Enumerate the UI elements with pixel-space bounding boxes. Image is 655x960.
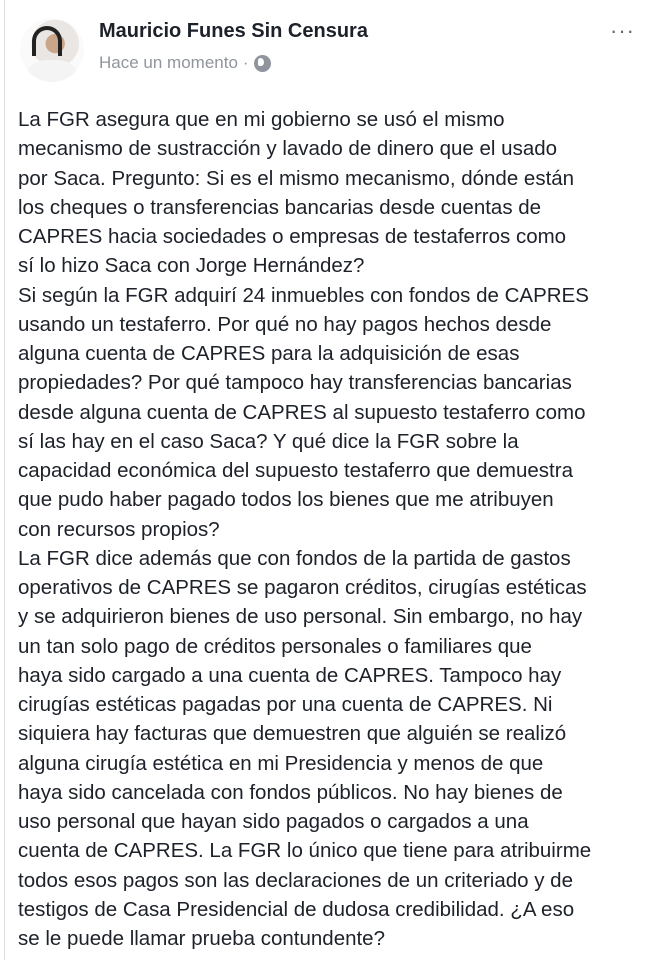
post-text-line: La FGR dice además que con fondos de la partida de gastos [18, 546, 571, 570]
timestamp[interactable]: Hace un momento [99, 53, 238, 72]
post-text-line: haya sido cargado a una cuenta de CAPRES. Tampoco hay [18, 663, 562, 687]
post-text-line: testigos de Casa Presidencial de dudosa credibilidad. ¿A eso [18, 897, 575, 921]
post-text-line: alguna cuenta de CAPRES para la adquisición de esas [18, 342, 520, 365]
post-text-line: se le puede llamar prueba contundente? [18, 927, 385, 950]
post-text-line: y se adquirieron bienes de uso personal. Sin embargo, no hay [18, 605, 583, 629]
post-text-line: CAPRES hacia sociedades o empresas de testaferros como [18, 225, 567, 248]
post-text-line: siquiera hay facturas que demuestren que alguién se realizó [18, 722, 567, 746]
post-text [18, 105, 648, 953]
author-name[interactable]: Mauricio Funes Sin Censura [99, 20, 368, 42]
post-text-line: cuenta de CAPRES. La FGR lo único que tiene para atribuirme [18, 839, 592, 863]
avatar[interactable] [20, 18, 84, 82]
post-text-line: operativos de CAPRES se pagaron créditos, cirugías estéticas [18, 576, 587, 599]
post-text-line: por Saca. Pregunto: Si es el mismo mecanismo, dónde están [18, 166, 575, 190]
post-text-line: los cheques o transferencias bancarias desde cuentas de [18, 195, 542, 219]
post-text-line: cirugías estéticas pagadas por una cuenta de CAPRES. Ni [18, 693, 553, 716]
post-text-line: sí las hay en el caso Saca? Y qué dice la FGR sobre la [18, 429, 519, 453]
post-text-line: mecanismo de sustracción y lavado de dinero que el usado [18, 137, 558, 161]
post-text-line: desde alguna cuenta de CAPRES al supuesto testaferro como [18, 400, 586, 424]
more-options-button[interactable]: ··· [610, 18, 635, 43]
post-text-line: uso personal que hayan sido pagados o cargados a una [18, 810, 529, 833]
post-text-line: todos esos pagos son las declaraciones de un criteriado y de [18, 868, 573, 892]
post-text-line: propiedades? Por qué tampoco hay transferencias bancarias [18, 371, 572, 395]
post-text-line: con recursos propios? [18, 517, 220, 541]
globe-icon[interactable] [254, 55, 271, 72]
separator: · [242, 53, 249, 72]
post-text-line: que pudo haber pagado todos los bienes que me atribuyen [18, 488, 554, 512]
post-text-line: un tan solo pago de créditos personales o familiares que [18, 634, 532, 658]
post-text-line: Si según la FGR adquirí 24 inmuebles con fondos de CAPRES [18, 283, 589, 307]
post-meta [99, 53, 271, 73]
post-text-line: alguna cirugía estética en mi Presidencia y menos de que [18, 751, 544, 775]
post-text-line: La FGR asegura que en mi gobierno se usó el mismo [18, 108, 505, 131]
post-text-line: sí lo hizo Saca con Jorge Hernández? [18, 254, 365, 278]
post-text-line: haya sido cancelada con fondos públicos. No hay bienes de [18, 780, 563, 804]
post-text-line: usando un testaferro. Por qué no hay pagos hechos desde [18, 312, 552, 336]
post-text-line: capacidad económica del supuesto testaferro que demuestra [18, 459, 573, 482]
